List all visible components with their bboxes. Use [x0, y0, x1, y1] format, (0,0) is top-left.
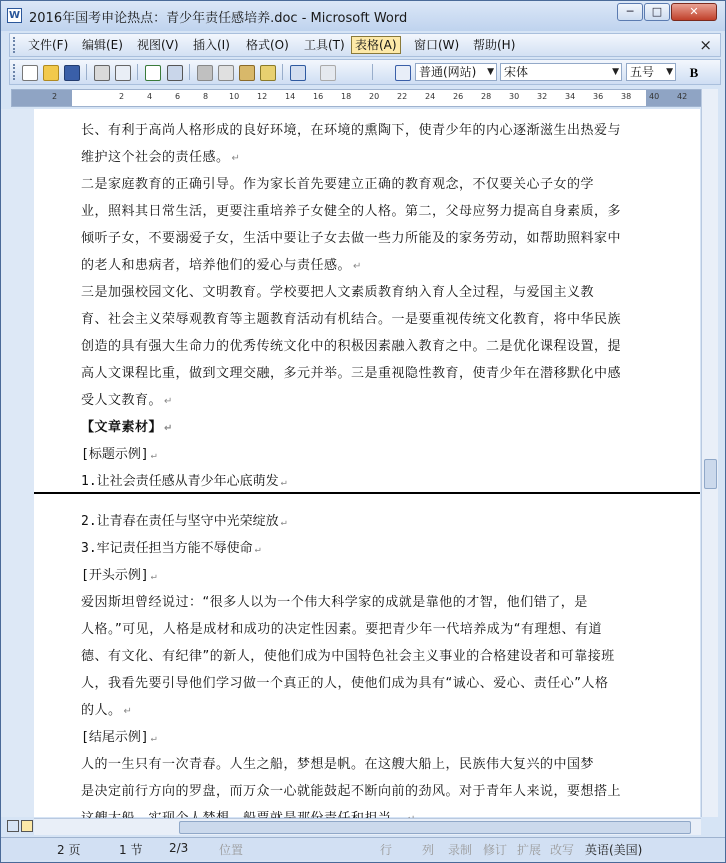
document-line [81, 699, 132, 718]
ruler-number: 40 [649, 92, 660, 101]
document-line-text: [标题示例] [81, 447, 149, 462]
status-page: 2 页 [57, 843, 81, 857]
document-line [81, 564, 157, 583]
format-painter-icon[interactable] [260, 65, 276, 81]
ruler-number: 16 [313, 92, 324, 101]
document-line [81, 780, 621, 799]
document-line [81, 362, 621, 381]
close-document-button[interactable]: × [699, 36, 712, 54]
document-line [81, 443, 157, 462]
status-ovr[interactable]: 改写 [550, 843, 575, 857]
ruler-number: 10 [229, 92, 240, 101]
open-folder-icon[interactable] [43, 65, 59, 81]
document-line-text: 的老人和患病者，培养他们的爱心与责任感。 [81, 258, 352, 273]
research-icon[interactable] [167, 65, 183, 81]
document-line-text: 爱因斯坦曾经说过：“很多人以为一个伟大科学家的成就是靠他的才智，他们错了，是 [81, 595, 588, 610]
document-line [81, 173, 594, 192]
vertical-scroll-thumb[interactable] [704, 459, 717, 489]
normal-view-icon[interactable] [7, 820, 19, 832]
toolbar-separator [86, 64, 87, 80]
toolbar-separator [372, 64, 373, 80]
status-section: 1 节 [119, 843, 143, 857]
document-line [81, 645, 615, 664]
document-line [81, 591, 588, 610]
document-line [81, 389, 173, 408]
document-line-text: [结尾示例] [81, 730, 149, 745]
document-line-text: 育、社会主义荣辱观教育等主题教育活动有机结合。一是要重视传统文化教育，将中华民族 [81, 312, 622, 327]
ruler-number: 2 [52, 92, 58, 101]
ruler-number: 34 [565, 92, 576, 101]
chevron-down-icon[interactable]: ▼ [612, 67, 619, 77]
paragraph-mark: ↵ [280, 477, 287, 488]
document-line [81, 227, 621, 246]
paragraph-mark: ↵ [150, 450, 157, 461]
menu-edit[interactable]: 编辑(E) [82, 38, 123, 52]
document-line [81, 335, 621, 354]
menubar-grip[interactable] [13, 37, 18, 53]
save-icon[interactable] [64, 65, 80, 81]
left-margin-strip [1, 109, 34, 817]
ruler-number: 42 [677, 92, 688, 101]
cut-icon[interactable] [197, 65, 213, 81]
redo-icon[interactable] [320, 65, 336, 81]
status-trk[interactable]: 修订 [483, 843, 508, 857]
window-title: 2016年国考申论热点：青少年责任感培养.doc - Microsoft Word [29, 11, 408, 26]
document-line [81, 726, 157, 745]
ruler-number: 8 [203, 92, 209, 101]
toolbar-separator [189, 64, 190, 80]
document-line [81, 753, 594, 772]
document-line [81, 510, 287, 529]
font-select[interactable] [500, 63, 622, 81]
ruler-number: 22 [397, 92, 408, 101]
document-line-text: 2.让青春在责任与坚守中光荣绽放 [81, 514, 279, 529]
view-buttons [7, 818, 33, 834]
ruler-number: 6 [175, 92, 181, 101]
menu-insert[interactable]: 插入(I) [193, 38, 230, 52]
document-line-text: 1.让社会责任感从青少年心底萌发 [81, 474, 279, 489]
ruler-number: 28 [481, 92, 492, 101]
spellcheck-icon[interactable] [145, 65, 161, 81]
status-bar [1, 837, 725, 860]
paragraph-mark: ↵ [254, 544, 261, 555]
menu-tools[interactable]: 工具(T) [304, 38, 345, 52]
document-line [81, 672, 608, 691]
document-line-text: 倾听子女，不要溺爱子女，生活中要让子女去做一些力所能及的家务劳动，如帮助照料家中 [81, 231, 622, 246]
copy-icon[interactable] [218, 65, 234, 81]
document-line [81, 470, 287, 489]
document-line [81, 119, 621, 138]
title-bar[interactable] [1, 1, 725, 31]
page-break-line [34, 492, 700, 494]
ruler-number: 32 [537, 92, 548, 101]
status-position: 位置 [219, 843, 244, 857]
vertical-scrollbar[interactable] [701, 89, 718, 817]
print-icon[interactable] [94, 65, 110, 81]
document-line-text: 创造的具有强大生命力的优秀传统文化中的积极因素融入教育之中。二是优化课程设置，提 [81, 339, 622, 354]
ruler-number: 26 [453, 92, 464, 101]
bold-button[interactable]: B [689, 65, 699, 80]
paragraph-mark: ↵ [353, 261, 362, 272]
document-line-text: 长、有利于高尚人格形成的良好环境，在环境的熏陶下，使青少年的内心逐渐滋生出热爱与 [81, 123, 622, 138]
new-doc-icon[interactable] [22, 65, 38, 81]
ruler-number: 4 [147, 92, 153, 101]
paragraph-mark: ↵ [150, 571, 157, 582]
ruler-left-margin [12, 90, 72, 106]
document-line-text: 是决定前行方向的罗盘，而万众一心就能鼓起不断向前的劲风。对于青年人来说，要想搭上 [81, 784, 622, 799]
ruler-number: 20 [369, 92, 380, 101]
horizontal-ruler[interactable] [11, 89, 701, 107]
font-size-select[interactable] [626, 63, 676, 81]
ruler-number: 2 [119, 92, 125, 101]
document-line-text: 德、有文化、有纪律”的新人，使他们成为中国特色社会主义事业的合格建设者和可靠接班 [81, 649, 615, 664]
document-line-text: 业，照料其日常生活，更要注重培养子女健全的人格。第二，父母应努力提高自身素质，多 [81, 204, 622, 219]
document-line-text: [开头示例] [81, 568, 149, 583]
paragraph-mark: ↵ [123, 706, 133, 717]
document-line [81, 281, 594, 300]
status-line: 行 [380, 843, 393, 857]
document-line-text: 维护这个社会的责任感。 [81, 150, 230, 165]
document-line-text: 【文章素材】 [81, 420, 163, 435]
print-layout-icon[interactable] [21, 820, 33, 832]
document-line-text: 二是家庭教育的正确引导。作为家长首先要建立正确的教育观念，不仅要关心子女的学 [81, 177, 595, 192]
document-line-text: 高人文课程比重，做到文理交融，多元并举。三是重视隐性教育，使青少年在潜移默化中感 [81, 366, 622, 381]
horizontal-scroll-thumb[interactable] [179, 821, 691, 834]
document-line [81, 308, 621, 327]
styles-pane-icon[interactable] [395, 65, 411, 81]
close-button[interactable]: ✕ [671, 3, 717, 21]
status-column: 列 [422, 843, 435, 857]
horizontal-scrollbar[interactable] [34, 818, 701, 835]
ruler-number: 38 [621, 92, 632, 101]
ruler-number: 18 [341, 92, 352, 101]
toolbar-separator [137, 64, 138, 80]
ruler-number: 14 [285, 92, 296, 101]
menu-bar [9, 33, 721, 57]
menu-view[interactable]: 视图(V) [137, 38, 179, 52]
menu-table[interactable]: 表格(A) [351, 36, 401, 54]
undo-icon[interactable] [290, 65, 306, 81]
paste-icon[interactable] [239, 65, 255, 81]
chevron-down-icon[interactable]: ▼ [666, 67, 673, 77]
document-line [81, 254, 362, 273]
document-line-text: 三是加强校园文化、文明教育。学校要把人文素质教育纳入育人全过程，与爱国主义教 [81, 285, 595, 300]
menu-file[interactable]: 文件(F) [28, 38, 69, 52]
ruler-number: 30 [509, 92, 520, 101]
maximize-button[interactable]: □ [644, 3, 670, 21]
minimize-button[interactable]: ─ [617, 3, 643, 21]
print-preview-icon[interactable] [115, 65, 131, 81]
status-page-of: 2/3 [169, 841, 189, 855]
status-rec[interactable]: 录制 [448, 843, 473, 857]
status-ext[interactable]: 扩展 [517, 843, 542, 857]
toolbar-separator [282, 64, 283, 80]
document-line [81, 618, 602, 637]
document-line [81, 200, 621, 219]
paragraph-mark: ↵ [150, 733, 157, 744]
menu-help[interactable]: 帮助(H) [473, 38, 516, 52]
menu-format[interactable]: 格式(O) [246, 38, 289, 52]
word-app-icon[interactable]: W [8, 10, 21, 21]
ruler-number: 12 [257, 92, 268, 101]
standard-formatting-toolbar [9, 59, 721, 85]
paragraph-mark: ↵ [164, 396, 173, 407]
style-select[interactable] [415, 63, 497, 81]
chevron-down-icon[interactable]: ▼ [487, 67, 494, 77]
document-line-text: 的人。 [81, 703, 122, 718]
ruler-number: 36 [593, 92, 604, 101]
document-line [81, 537, 261, 556]
document-line [81, 146, 240, 165]
ruler-number: 24 [425, 92, 436, 101]
document-line-text: 人的一生只有一次青春。人生之船，梦想是帆。在这艘大船上，民族伟大复兴的中国梦 [81, 757, 595, 772]
toolbar-grip[interactable] [13, 64, 18, 80]
document-line-text: 3.牢记责任担当方能不辱使命 [81, 541, 253, 556]
style-select-value: 普通(网站) [419, 65, 477, 79]
paragraph-mark: ↵ [164, 423, 173, 434]
document-page[interactable] [34, 109, 700, 817]
font-select-value: 宋体 [504, 65, 529, 79]
document-line-text: 人，我看先要引导他们学习做一个真正的人，使他们成为具有“诚心、爱心、责任心”人格 [81, 676, 609, 691]
status-language[interactable]: 英语(美国) [585, 843, 643, 857]
paragraph-mark: ↵ [231, 153, 241, 164]
document-line-text: 人格。”可见，人格是成材和成功的决定性因素。要把青少年一代培养成为“有理想、有道 [81, 622, 602, 637]
document-line [81, 416, 173, 435]
menu-window[interactable]: 窗口(W) [414, 38, 460, 52]
font-size-value: 五号 [630, 65, 655, 79]
document-line-text: 受人文教育。 [81, 393, 163, 408]
paragraph-mark: ↵ [280, 517, 287, 528]
